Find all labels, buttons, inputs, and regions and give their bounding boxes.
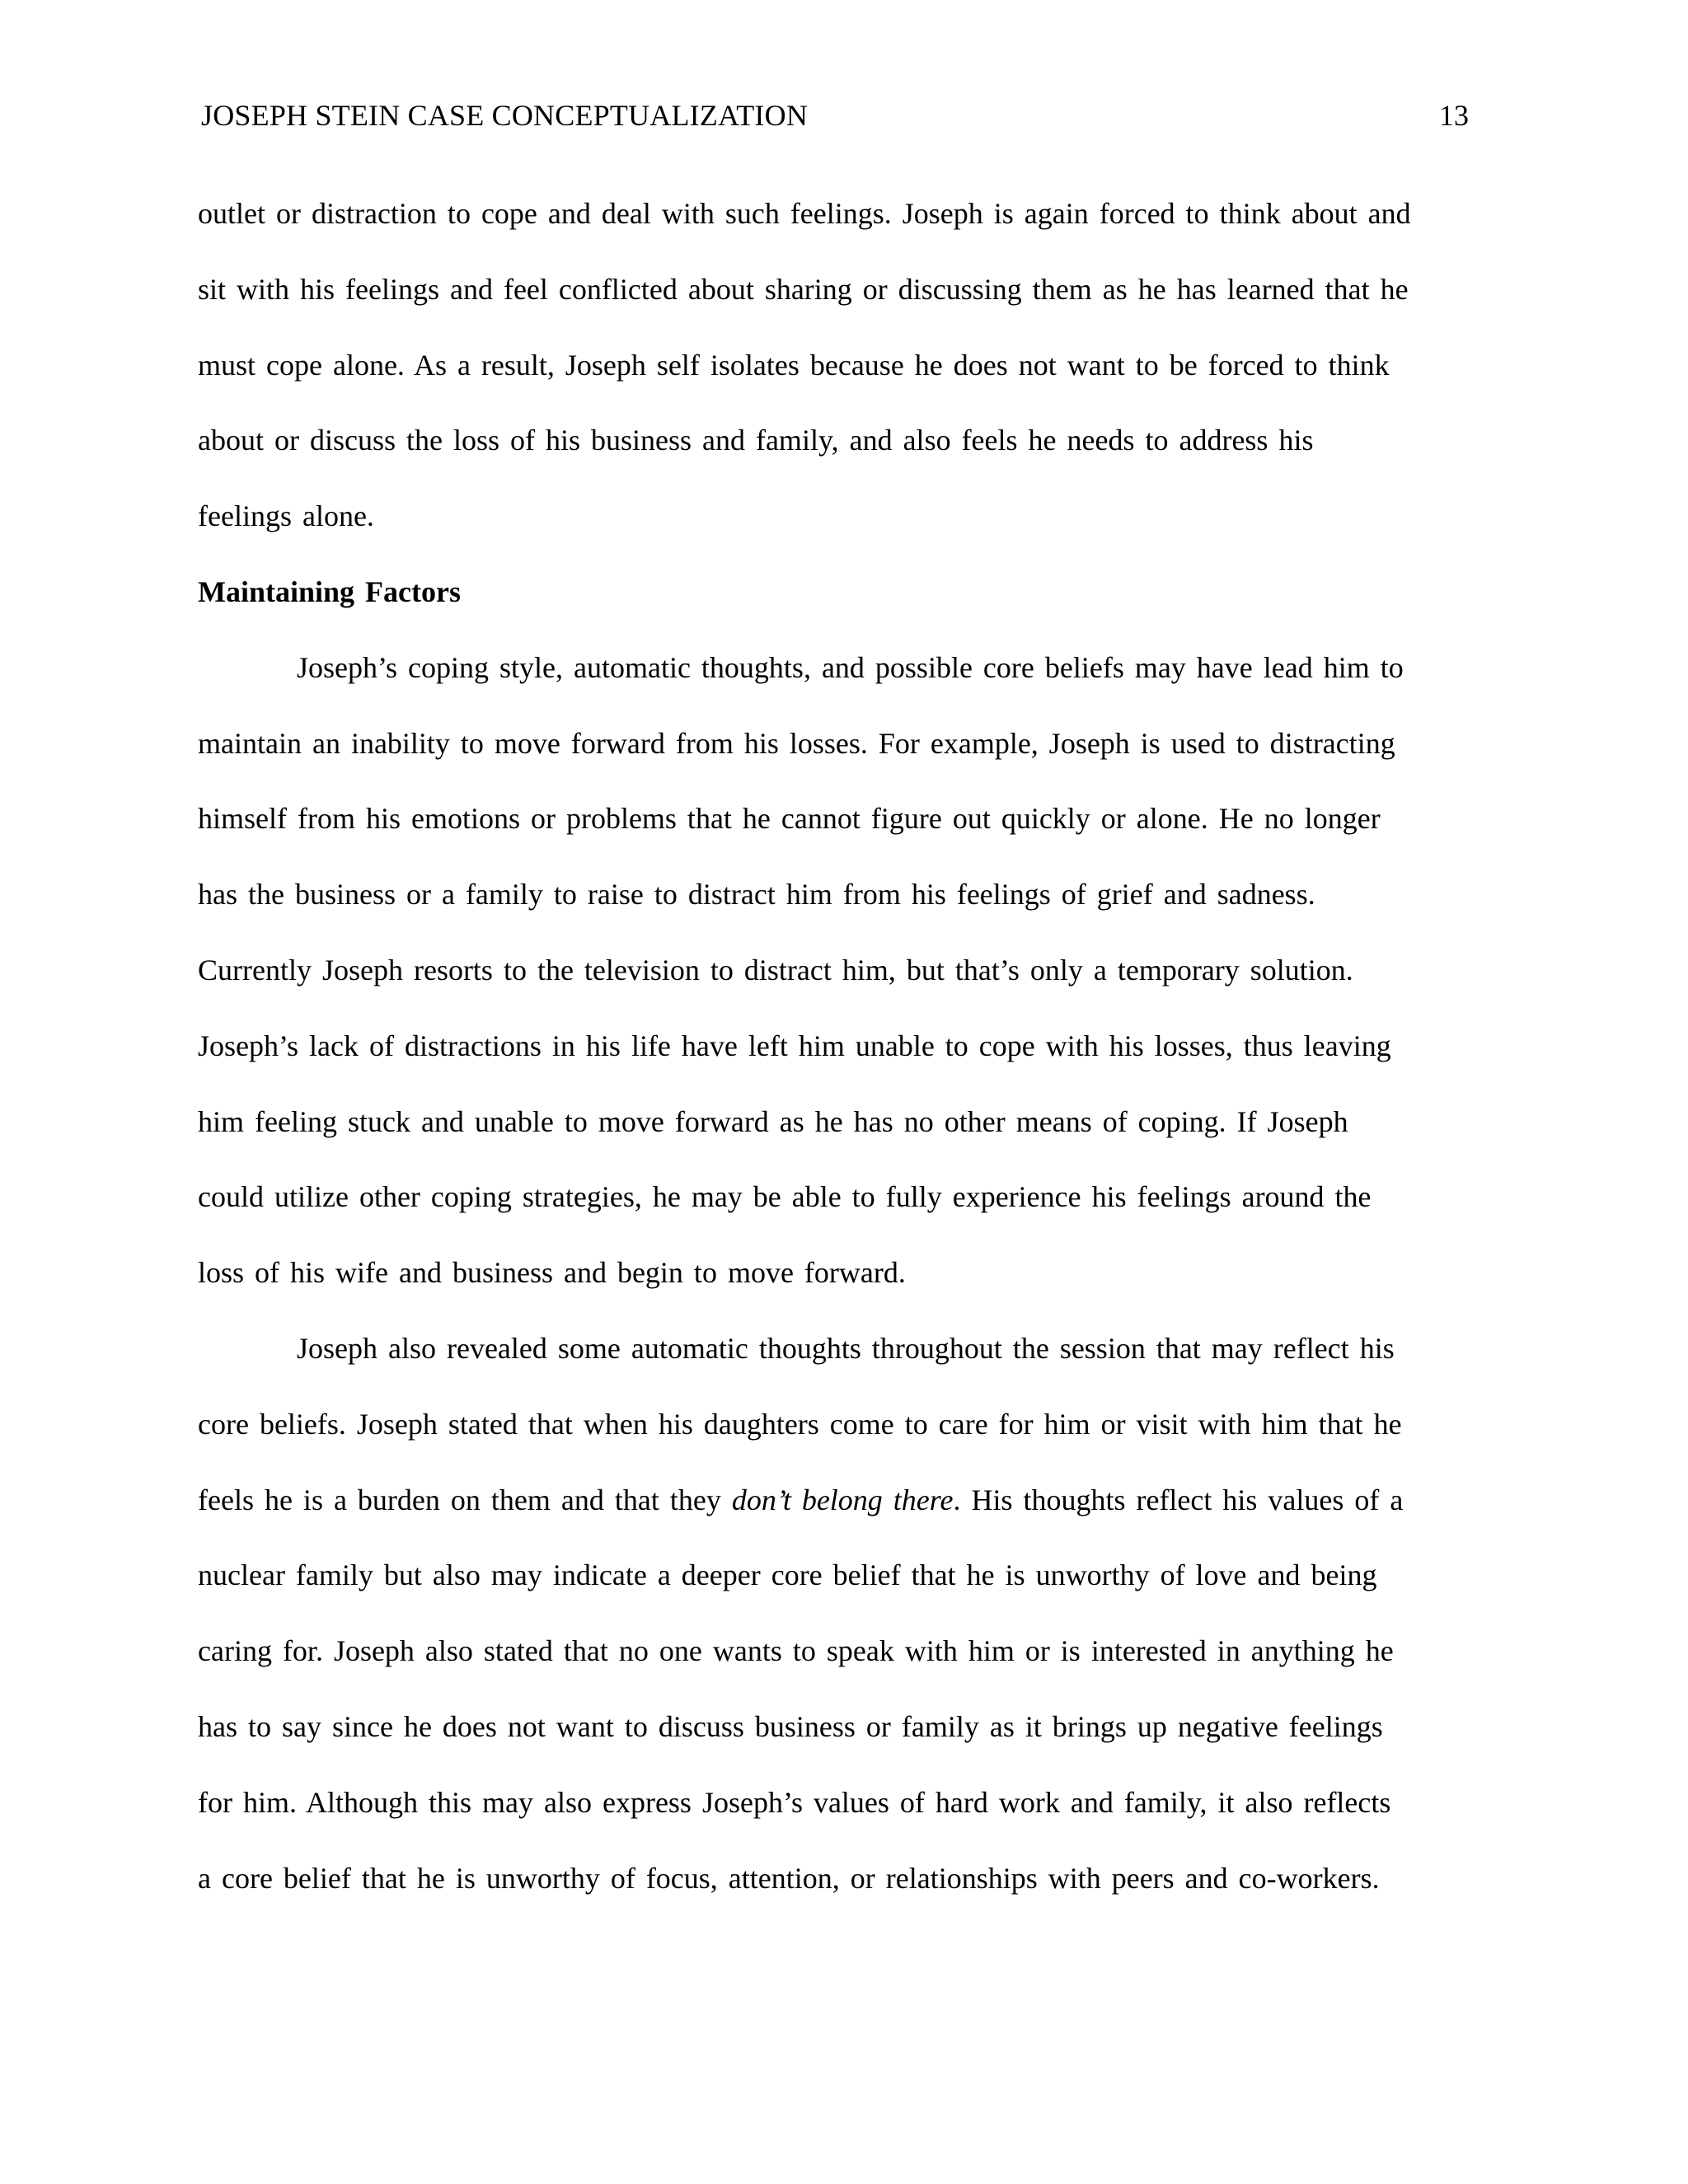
- text-line: feelings alone.: [198, 499, 374, 533]
- text-line: for him. Although this may also express Joseph’s values of hard work and family, it also reflects: [198, 1785, 1391, 1819]
- page-number: 13: [1439, 99, 1469, 132]
- text-line: must cope alone. As a result, Joseph self isolates because he does not want to be forced to think: [198, 348, 1390, 382]
- text-line: loss of his wife and business and begin to move forward.: [198, 1256, 906, 1290]
- text-line: Joseph’s lack of distractions in his life have left him unable to cope with his losses, thus leaving: [198, 1029, 1391, 1062]
- text-line: could utilize other coping strategies, he may be able to fully experience his feelings around the: [198, 1180, 1372, 1214]
- text-line: core beliefs. Joseph stated that when his daughters come to care for him or visit with him that he: [198, 1407, 1402, 1441]
- text-line: himself from his emotions or problems that he cannot figure out quickly or alone. He no longer: [198, 802, 1381, 836]
- text-line: a core belief that he is unworthy of focus, attention, or relationships with peers and co-workers.: [198, 1861, 1380, 1895]
- running-head: JOSEPH STEIN CASE CONCEPTUALIZATION: [201, 99, 809, 132]
- text-line: sit with his feelings and feel conflicted about sharing or discussing them as he has learned that he: [198, 272, 1409, 306]
- text-segment: feels he is a burden on them and that they: [198, 1483, 732, 1516]
- text-line: Currently Joseph resorts to the television to distract him, but that’s only a temporary solution.: [198, 953, 1353, 987]
- italic-quote: don’t belong there: [731, 1483, 954, 1516]
- section-heading: Maintaining Factors: [198, 574, 461, 608]
- text-line-with-emphasis: [198, 1482, 1484, 1558]
- text-line: outlet or distraction to cope and deal with such feelings. Joseph is again forced to think about and: [198, 197, 1411, 230]
- document-body: [198, 195, 1484, 1935]
- text-line: maintain an inability to move forward from his losses. For example, Joseph is used to distracting: [198, 726, 1395, 760]
- text-line: caring for. Joseph also stated that no one wants to speak with him or is interested in anything he: [198, 1634, 1394, 1668]
- text-line: about or discuss the loss of his business and family, and also feels he needs to address his: [198, 424, 1314, 457]
- text-line: nuclear family but also may indicate a deeper core belief that he is unworthy of love and being: [198, 1558, 1377, 1592]
- text-segment: . His thoughts reflect his values of a: [953, 1483, 1404, 1516]
- text-line: has to say since he does not want to discuss business or family as it brings up negative feelings: [198, 1709, 1383, 1743]
- paragraph-first-line: Joseph’s coping style, automatic thoughts, and possible core beliefs may have lead him to: [297, 650, 1404, 684]
- text-line: him feeling stuck and unable to move forward as he has no other means of coping. If Joseph: [198, 1104, 1348, 1138]
- paragraph-first-line: Joseph also revealed some automatic thoughts throughout the session that may reflect his: [297, 1331, 1395, 1365]
- text-line: has the business or a family to raise to distract him from his feelings of grief and sadness.: [198, 878, 1315, 912]
